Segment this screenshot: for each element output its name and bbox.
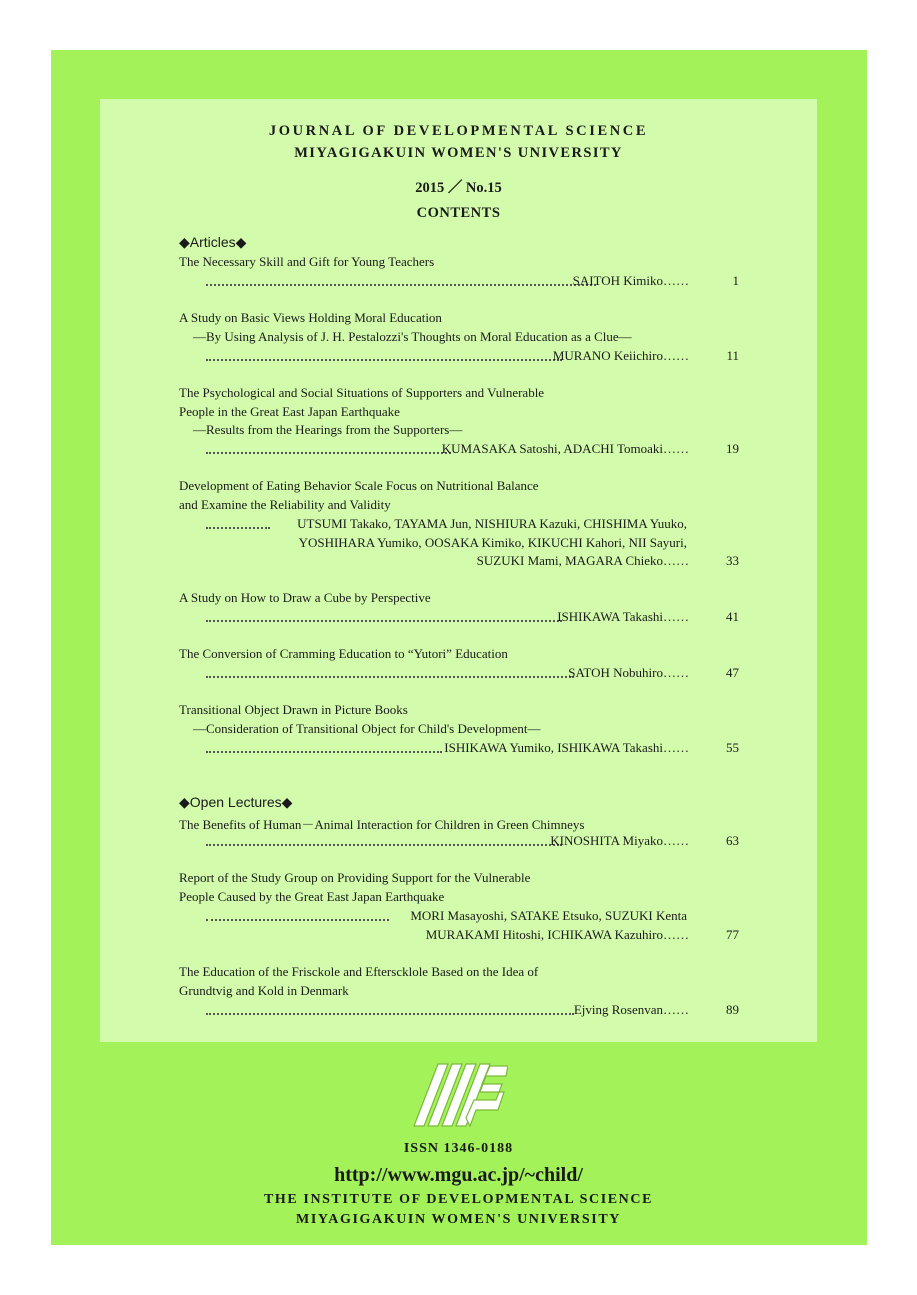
page-number: 77 [726, 927, 739, 942]
page-number: 19 [726, 441, 739, 456]
dot-leader [206, 844, 562, 846]
dot-leader [206, 284, 596, 286]
toc-entry-row [206, 664, 739, 682]
article-subtitle: —Results from the Hearings from the Supporters— [193, 422, 463, 437]
page-number: 63 [726, 833, 739, 848]
page-number: 89 [726, 1002, 739, 1017]
dot-leader [206, 751, 442, 753]
university-name: MIYAGIGAKUIN WOMEN'S UNIVERSITY [294, 145, 623, 161]
lecture-title: Grundtvig and Kold in Denmark [179, 983, 349, 998]
toc-entry-row [206, 347, 739, 365]
website-url[interactable]: http://www.mgu.ac.jp/~child/ [334, 1164, 583, 1186]
contents-heading: CONTENTS [416, 205, 501, 221]
lecture-author: Ejving Rosenvan…… [573, 1002, 689, 1017]
lecture-author: MURAKAMI Hitoshi, ICHIKAWA Kazuhiro…… [425, 927, 689, 942]
article-title: A Study on How to Draw a Cube by Perspective [179, 590, 431, 605]
dot-leader [206, 527, 270, 529]
lecture-title: People Caused by the Great East Japan Earthquake [179, 889, 445, 904]
article-subtitle: —Consideration of Transitional Object for Child's Development— [193, 721, 541, 736]
dot-leader [206, 359, 562, 361]
lecture-title: Report of the Study Group on Providing Support for the Vulnerable [179, 870, 531, 885]
article-author: SUZUKI Mami, MAGARA Chieko…… [476, 553, 689, 568]
article-subtitle: —By Using Analysis of J. H. Pestalozzi's Thoughts on Moral Education as a Clue— [193, 329, 632, 344]
dot-leader [206, 1013, 574, 1015]
toc-entry-row [206, 1001, 739, 1019]
page-number: 1 [732, 273, 739, 288]
article-title: Transitional Object Drawn in Picture Books [179, 702, 408, 717]
article-author: YOSHIHARA Yumiko, OOSAKA Kimiko, KIKUCHI Kahori, NII Sayuri, [298, 535, 687, 550]
article-title: A Study on Basic Views Holding Moral Education [179, 310, 442, 325]
dot-leader [206, 620, 562, 622]
page-number: 11 [726, 348, 739, 363]
toc-entry-row [206, 552, 739, 570]
article-title: People in the Great East Japan Earthquake [179, 404, 400, 419]
mgu-logo-icon [410, 1062, 508, 1128]
toc-entry-row [206, 739, 739, 757]
issn: ISSN 1346-0188 [403, 1141, 514, 1156]
article-author: UTSUMI Takako, TAYAMA Jun, NISHIURA Kazuki, CHISHIMA Yuuko, [297, 516, 687, 531]
page-number: 55 [726, 740, 739, 755]
institute-university: MIYAGIGAKUIN WOMEN'S UNIVERSITY [296, 1212, 621, 1227]
institute-name: THE INSTITUTE OF DEVELOPMENTAL SCIENCE [263, 1192, 654, 1207]
issue-number: 2015 ／ No.15 [415, 180, 502, 196]
toc-entry-row [206, 926, 739, 944]
toc-entry-row [206, 515, 739, 533]
dot-leader [206, 919, 389, 921]
article-author: ISHIKAWA Yumiko, ISHIKAWA Takashi…… [444, 740, 689, 755]
lecture-title: The Benefits of Human－Animal Interaction for Children in Green Chimneys [179, 817, 585, 832]
section-articles: ◆Articles◆ [179, 234, 247, 250]
article-author: SATOH Nobuhiro…… [568, 665, 689, 680]
article-author: MURANO Keiichiro…… [552, 348, 689, 363]
page-number: 41 [726, 609, 739, 624]
toc-entry-row [206, 907, 739, 925]
article-title: Development of Eating Behavior Scale Focus on Nutritional Balance [179, 478, 539, 493]
article-author: SAITOH Kimiko…… [572, 273, 689, 288]
article-title: and Examine the Reliability and Validity [179, 497, 391, 512]
article-title: The Conversion of Cramming Education to “Yutori” Education [179, 646, 508, 661]
section-open-lectures: ◆Open Lectures◆ [179, 794, 293, 810]
toc-entry-row [206, 608, 739, 626]
toc-entry-row [206, 272, 739, 290]
article-author: ISHIKAWA Takashi…… [557, 609, 689, 624]
toc-entry-row [206, 534, 739, 552]
page-number: 33 [726, 553, 739, 568]
lecture-author: MORI Masayoshi, SATAKE Etsuko, SUZUKI Kenta [410, 908, 687, 923]
article-title: The Psychological and Social Situations of Supporters and Vulnerable [179, 385, 545, 400]
article-title: The Necessary Skill and Gift for Young Teachers [179, 254, 435, 269]
dot-leader [206, 452, 451, 454]
lecture-author: KINOSHITA Miyako…… [550, 833, 689, 848]
lecture-title: The Education of the Frisckole and Efterscklole Based on the Idea of [179, 964, 539, 979]
toc-entry-row [206, 440, 739, 458]
article-author: KUMASAKA Satoshi, ADACHI Tomoaki…… [441, 441, 689, 456]
page-number: 47 [726, 665, 739, 680]
dot-leader [206, 676, 574, 678]
journal-title: JOURNAL OF DEVELOPMENTAL SCIENCE [268, 123, 649, 139]
toc-entry-row [206, 832, 739, 850]
